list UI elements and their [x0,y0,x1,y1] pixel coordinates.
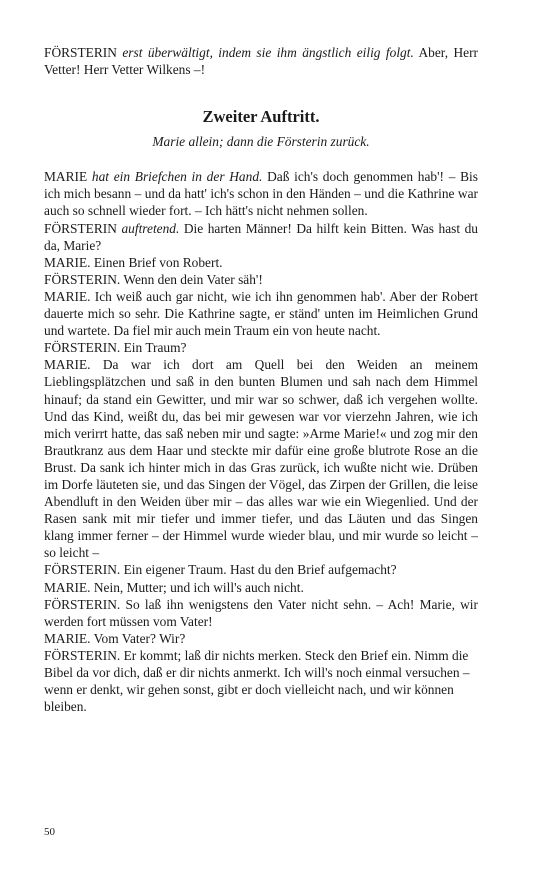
dialogue-line [44,168,478,219]
dialogue-line [44,647,478,715]
speaker-name: FÖRSTERIN. [44,647,121,663]
line-text: Einen Brief von Robert. [93,254,223,270]
page-number: 50 [44,826,55,838]
speaker-name: FÖRSTERIN. [44,562,121,578]
dialogue-line [44,356,478,561]
scene-direction: Marie allein; dann die Försterin zurück. [152,134,370,150]
dialogue-line [44,271,478,288]
line-text: Ich weiß auch gar nicht, wie ich ihn genommen hab'. Aber der Robert dauerte mich so sehr. Die Kathrine sagte, er ständ' unten im Heimlichen Grund und wartete. Da fiel mir auch mein Traum ein von heute nacht. [44,288,478,339]
stage-direction: hat ein Briefchen in der Hand. [91,169,263,185]
speaker-name: FÖRSTERIN [44,220,117,236]
line-text: Aber, Herr Vetter! Herr Vetter Wilkens –! [44,45,478,78]
dialogue-line [44,339,478,356]
speaker-name: MARIE. [44,254,91,270]
line-text: Ein Traum? [123,340,187,356]
line-text: Nein, Mutter; und ich will's auch nicht. [93,579,304,595]
stage-direction: erst überwältigt, indem sie ihm ängstlich eilig folgt. [122,45,414,60]
line-text: Daß ich's doch genommen hab'! – Bis ich mich besann – und da hatt' ich's schon in den Händen – und die Kathrine war auch so schnell wieder fort. – Ich hätt's nicht nehmen sollen. [44,169,478,219]
dialogue-line [44,579,478,596]
line-text: Ein eigener Traum. Hast du den Brief aufgemacht? [123,562,397,578]
line-text: Wenn den dein Vater säh'! [123,271,263,287]
scene-title: Zweiter Auftritt. [202,107,320,127]
speaker-name: MARIE. [44,630,91,646]
line-text: Da war ich dort am Quell bei den Weiden an meinem Lieblingsplätzchen und saß in den bunten Blumen und sah nach dem Himmel hinauf; da stand ein Gewitter, und mir war so schwer, daß ich vergehen wollte. Und das Kind, weißt du, das bei mir gewesen war vor vierzehn Jahren, wie ich mich verirrt hatte, das saß neben mir und sagte: »Arme Marie!« und zog mir den Brautkranz aus dem Haar und steckte mir dafür eine große blutrote Rose an die Brust. Da sank ich hinter mich in das Gras zurück, ich wußte nicht wie. Drüben im Dorfe läuteten sie, und das Singen der Vögel, das Zirpen der Grillen, die leise Abendluft in den Weiden über mir – das alles war wie ein Wiegenlied. Und der Rasen sank mit mir tiefer und immer tiefer, und das Läuten und das Singen klang immer ferner – der Himmel wurde wieder blau, und mir wurde so leicht – so leicht – [44,357,478,561]
line-text: So laß ihn wenigstens den Vater nicht sehn. – Ach! Marie, wir werden fort müssen vom Vater! [44,596,478,629]
dialogue-line [44,630,478,647]
line-text: Die harten Männer! Da hilft kein Bitten. Was hast du da, Marie? [44,220,478,253]
speaker-name: MARIE [44,169,88,185]
line-text: Vom Vater? Wir? [93,630,186,646]
dialogue-line [44,596,478,630]
speaker-name: FÖRSTERIN [44,45,117,60]
dialogue-line [44,561,478,578]
dialogue-line [44,288,478,339]
speaker-name: MARIE. [44,357,91,373]
opening-line [44,44,478,78]
book-page [44,44,478,715]
speaker-name: FÖRSTERIN. [44,340,121,356]
dialogue-line [44,254,478,271]
speaker-name: MARIE. [44,288,91,304]
speaker-name: FÖRSTERIN. [44,271,121,287]
dialogue-line [44,220,478,254]
speaker-name: MARIE. [44,579,91,595]
stage-direction: auftretend. [121,220,180,236]
line-text: Er kommt; laß dir nichts merken. Steck den Brief ein. Nimm die Bibel da vor dich, daß er dir nichts anmerkt. Ich will's noch einmal versuchen – wenn er denkt, wir gehen sonst, gibt er doch vielleicht nach, und wir können bleiben. [44,647,470,715]
speaker-name: FÖRSTERIN. [44,596,121,612]
